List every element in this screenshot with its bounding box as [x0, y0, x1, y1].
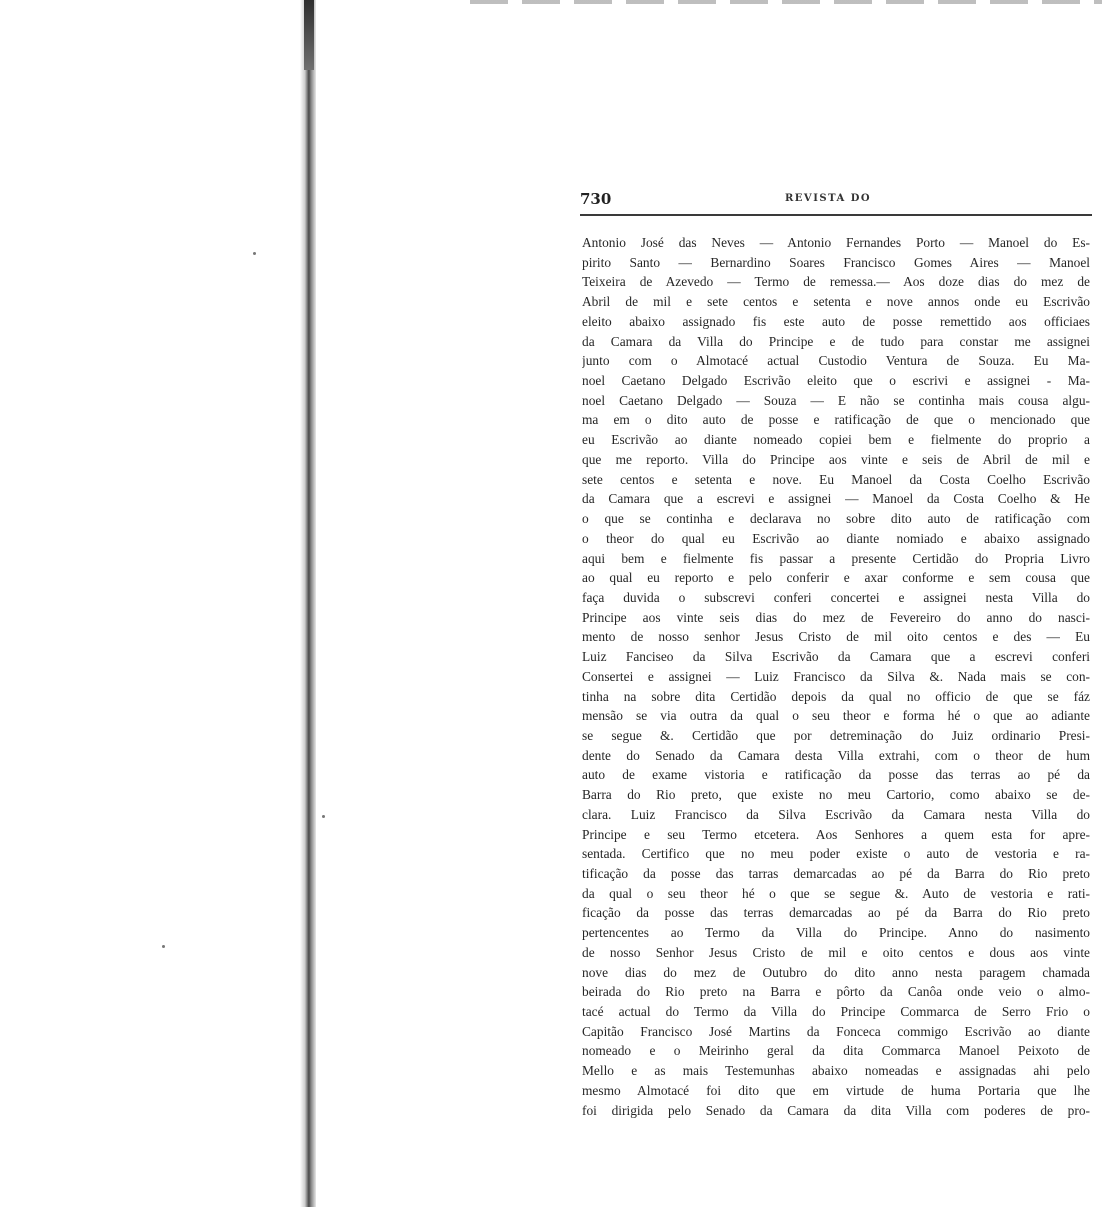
text-line: da Camara que a escrevi e assignei — Manoel da Costa Coelho & He	[582, 491, 1090, 507]
text-line: pirito Santo — Bernardino Soares Francisco Gomes Aires — Manoel	[582, 254, 1090, 270]
text-line: ao qual eu reporto e pelo conferir e axar conforme e sem cousa que	[582, 570, 1090, 586]
text-line: Principe aos vinte seis dias do mez de Fevereiro do anno do nasci-	[582, 609, 1090, 625]
dust-speck	[162, 945, 165, 948]
text-line: junto com o Almotacé actual Custodio Ventura de Souza. Eu Ma-	[582, 353, 1090, 369]
dust-speck	[253, 252, 256, 255]
body-text	[582, 233, 1090, 1120]
text-line: sentada. Certifico que no meu poder existe o auto de vestoria e ra-	[582, 846, 1090, 862]
text-line: clara. Luiz Francisco da Silva Escrivão da Camara nesta Villa do	[582, 806, 1090, 822]
text-line: mento de nosso senhor Jesus Cristo de mil oito centos e des — Eu	[582, 629, 1090, 645]
text-line: tacé actual do Termo da Villa do Principe Commarca de Serro Frio o	[582, 1004, 1090, 1020]
text-line: Antonio José das Neves — Antonio Fernandes Porto — Manoel do Es-	[582, 235, 1090, 250]
running-head: REVISTA DO	[785, 193, 872, 204]
text-line: mesmo Almotacé foi dito que em virtude de huma Portaria que lhe	[582, 1082, 1090, 1098]
text-line: ficação da posse das terras demarcadas ao pé da Barra do Rio preto	[582, 905, 1090, 921]
text-line: beirada do Rio preto na Barra e pôrto da Canôa onde veio o almo-	[582, 984, 1090, 1000]
text-line: que me reporto. Villa do Principe aos vinte e seis de Abril de mil e	[582, 451, 1090, 467]
text-line: Mello e as mais Testemunhas abaixo nomeadas e assignadas ahi pelo	[582, 1063, 1090, 1079]
text-line: da qual o seu theor hé o que se segue &. Auto de vestoria e rati-	[582, 885, 1090, 901]
text-line: Teixeira de Azevedo — Termo de remessa.— Aos doze dias do mez de	[582, 274, 1090, 290]
text-line: Consertei e assignei — Luiz Francisco da Silva &. Nada mais se con-	[582, 668, 1090, 684]
text-line: dente do Senado da Camara desta Villa extrahi, com o theor de hum	[582, 747, 1090, 763]
text-line: de nosso Senhor Jesus Cristo de mil e oito centos e dous aos vinte	[582, 944, 1090, 960]
text-line: se segue &. Certidão que por detreminação do Juiz ordinario Presi-	[582, 727, 1090, 743]
dust-speck	[322, 815, 325, 818]
text-line: Luiz Fanciseo da Silva Escrivão da Camara que a escrevi conferi	[582, 649, 1090, 665]
text-line: eu Escrivão ao diante nomeado copiei bem e fielmente do proprio a	[582, 432, 1090, 448]
text-line: foi dirigida pelo Senado da Camara da dita Villa com poderes de pro-	[582, 1102, 1090, 1118]
text-line: Barra do Rio preto, que existe no meu Cartorio, como abaixo se de-	[582, 787, 1090, 803]
text-line: noel Caetano Delgado Escrivão eleito que o escrivi e assignei - Ma-	[582, 373, 1090, 389]
text-line: mensão se via outra da qual o seu theor e forma hé o que ao adiante	[582, 708, 1090, 724]
page-number: 730	[580, 190, 612, 208]
text-line: da Camara da Villa do Principe e de tudo para constar me assignei	[582, 333, 1090, 349]
text-line: Capitão Francisco José Martins da Fonceca commigo Escrivão ao diante	[582, 1023, 1090, 1039]
text-line: o que se continha e declarava no sobre dito auto de ratificação com	[582, 511, 1090, 527]
text-line: sete centos e setenta e nove. Eu Manoel da Costa Coelho Escrivão	[582, 471, 1090, 487]
text-line: ma em o dito auto de posse e ratificação de que o mencionado que	[582, 412, 1090, 428]
text-line: pertencentes ao Termo da Villa do Principe. Anno do nasimento	[582, 925, 1090, 941]
text-line: nomeado e o Meirinho geral da dita Commarca Manoel Peixoto de	[582, 1043, 1090, 1059]
text-line: aqui bem e fielmente fis passar a presente Certidão do Propria Livro	[582, 550, 1090, 566]
text-line: faça duvida o subscrevi conferi concertei e assignei nesta Villa do	[582, 589, 1090, 605]
text-line: tinha na sobre dita Certidão depois da qual no officio de que se fáz	[582, 688, 1090, 704]
text-line: nove dias do mez de Outubro do dito anno nesta paragem chamada	[582, 964, 1090, 980]
text-line: noel Caetano Delgado — Souza — E não se continha mais cousa algu-	[582, 392, 1090, 408]
text-line: eleito abaixo assignado fis este auto de posse remettido aos officiaes	[582, 313, 1090, 329]
page-top-edge	[470, 0, 1102, 4]
text-line: tificação da posse das tarras demarcadas ao pé da Barra do Rio preto	[582, 866, 1090, 881]
text-line: Principe e seu Termo etcetera. Aos Senhores a quem esta for apre-	[582, 826, 1090, 842]
book-spine-shadow	[300, 0, 316, 1207]
text-line: Abril de mil e sete centos e setenta e nove annos onde eu Escrivão	[582, 294, 1090, 310]
text-line: o theor do qual eu Escrivão ao diante nomiado e abaixo assignado	[582, 530, 1090, 546]
spine-smudge	[304, 0, 314, 70]
text-line: auto de exame vistoria e ratificação da posse das terras ao pé da	[582, 767, 1090, 783]
